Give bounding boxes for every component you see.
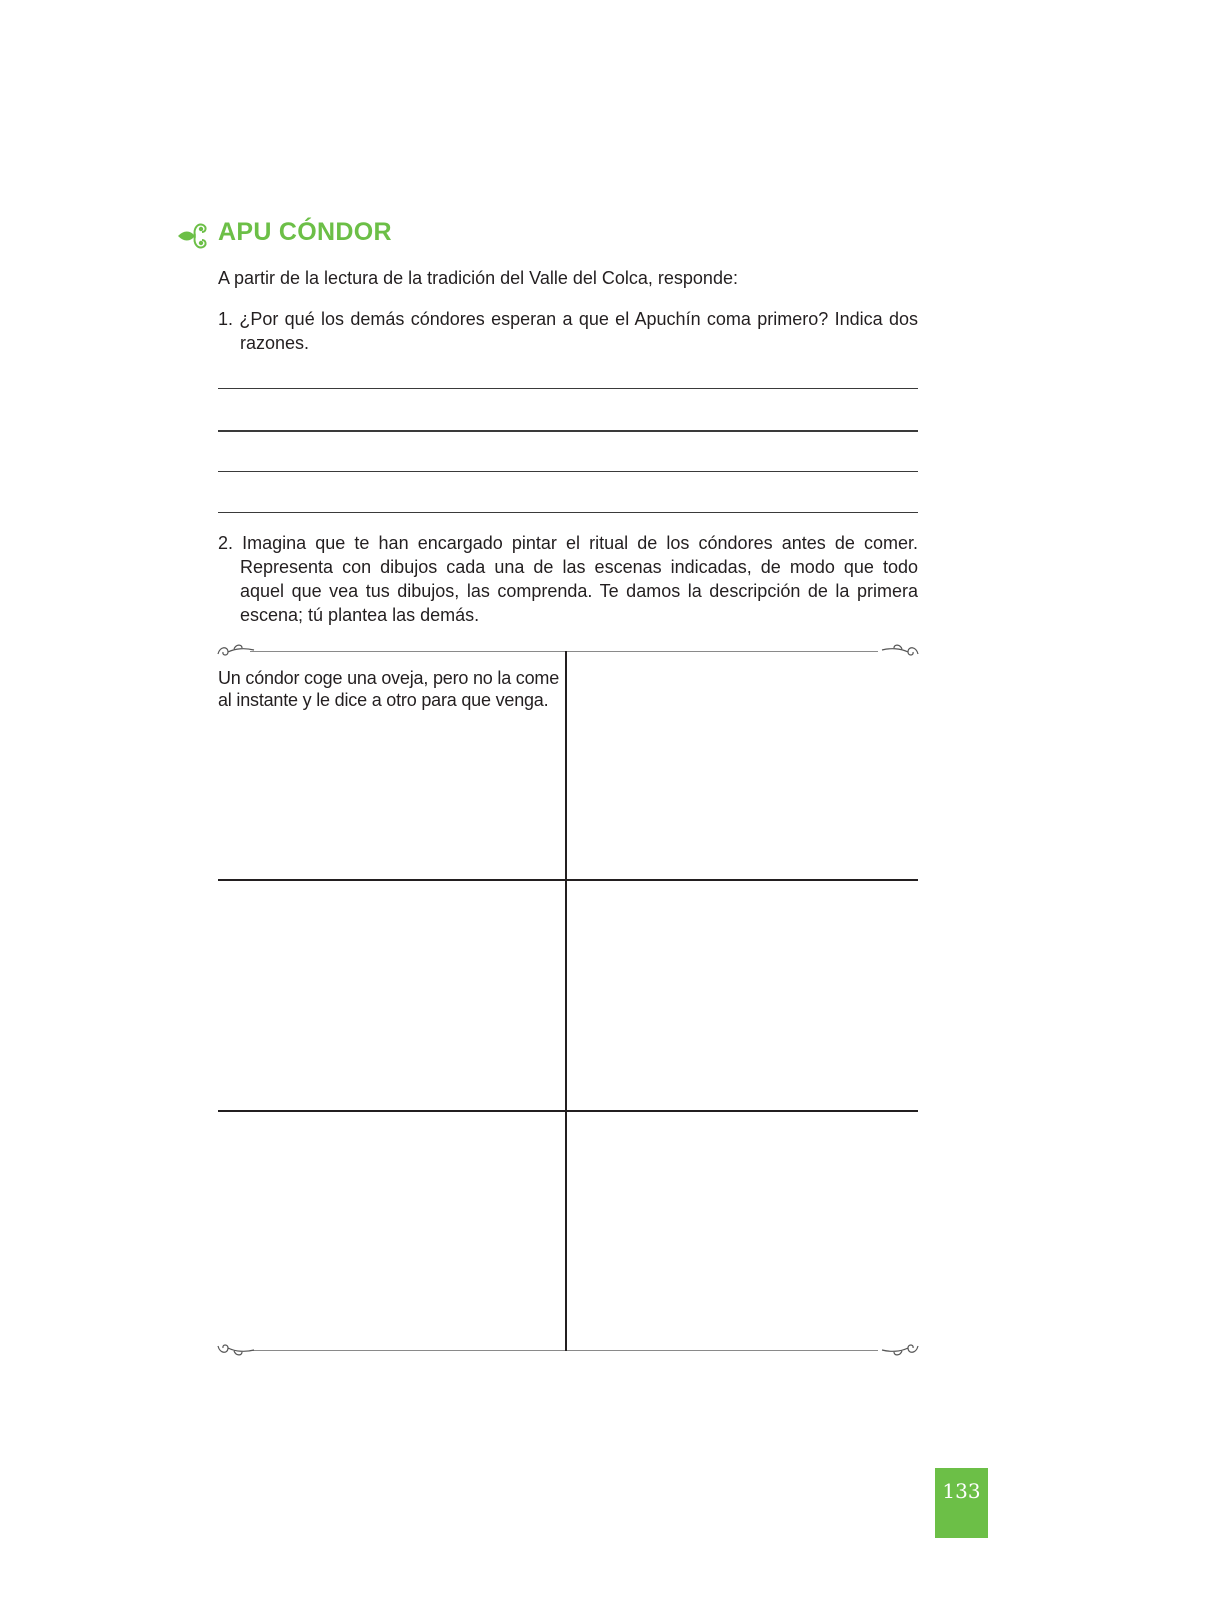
- answer-line-2[interactable]: [218, 430, 918, 432]
- question-1: 1. ¿Por qué los demás cóndores esperan a que el Apuchín coma primero? Indica dos razones.: [218, 309, 918, 353]
- answer-line-4[interactable]: [218, 512, 918, 513]
- scene-1-description: Un cóndor coge una oveja, pero no la come al instante y le dice a otro para que venga.: [218, 668, 560, 710]
- scene-panel-1[interactable]: [218, 652, 564, 878]
- scene-panel-3[interactable]: [218, 882, 564, 1109]
- grid-row-divider-1: [218, 879, 918, 881]
- corner-flourish-icon: [216, 1340, 256, 1360]
- question-2: 2. Imagina que te han encargado pintar el ritual de los cóndores antes de comer. Representa con dibujos cada una de las escenas indicadas, de modo que todo aquel que vea tus dibujos, las comprenda. Te damos la descripción de la primera escena; tú plantea las demás.: [218, 533, 918, 625]
- grid-vertical-divider: [565, 651, 567, 1351]
- answer-line-3[interactable]: [218, 471, 918, 472]
- answer-line-1[interactable]: [218, 388, 918, 389]
- scene-panel-6[interactable]: [568, 1113, 918, 1349]
- section-title: APU CÓNDOR: [218, 218, 392, 246]
- corner-flourish-icon: [880, 640, 920, 660]
- scene-panel-4[interactable]: [568, 882, 918, 1109]
- intro-text: A partir de la lectura de la tradición del Valle del Colca, responde:: [218, 268, 738, 288]
- scene-panel-5[interactable]: [218, 1113, 564, 1349]
- leaf-swirl-icon: [176, 218, 212, 254]
- corner-flourish-icon: [880, 1340, 920, 1360]
- grid-bottom-border: [250, 1350, 878, 1351]
- grid-row-divider-2: [218, 1110, 918, 1112]
- scene-panel-2[interactable]: [568, 652, 918, 878]
- corner-flourish-icon: [216, 640, 256, 660]
- page-number: 133: [935, 1468, 988, 1538]
